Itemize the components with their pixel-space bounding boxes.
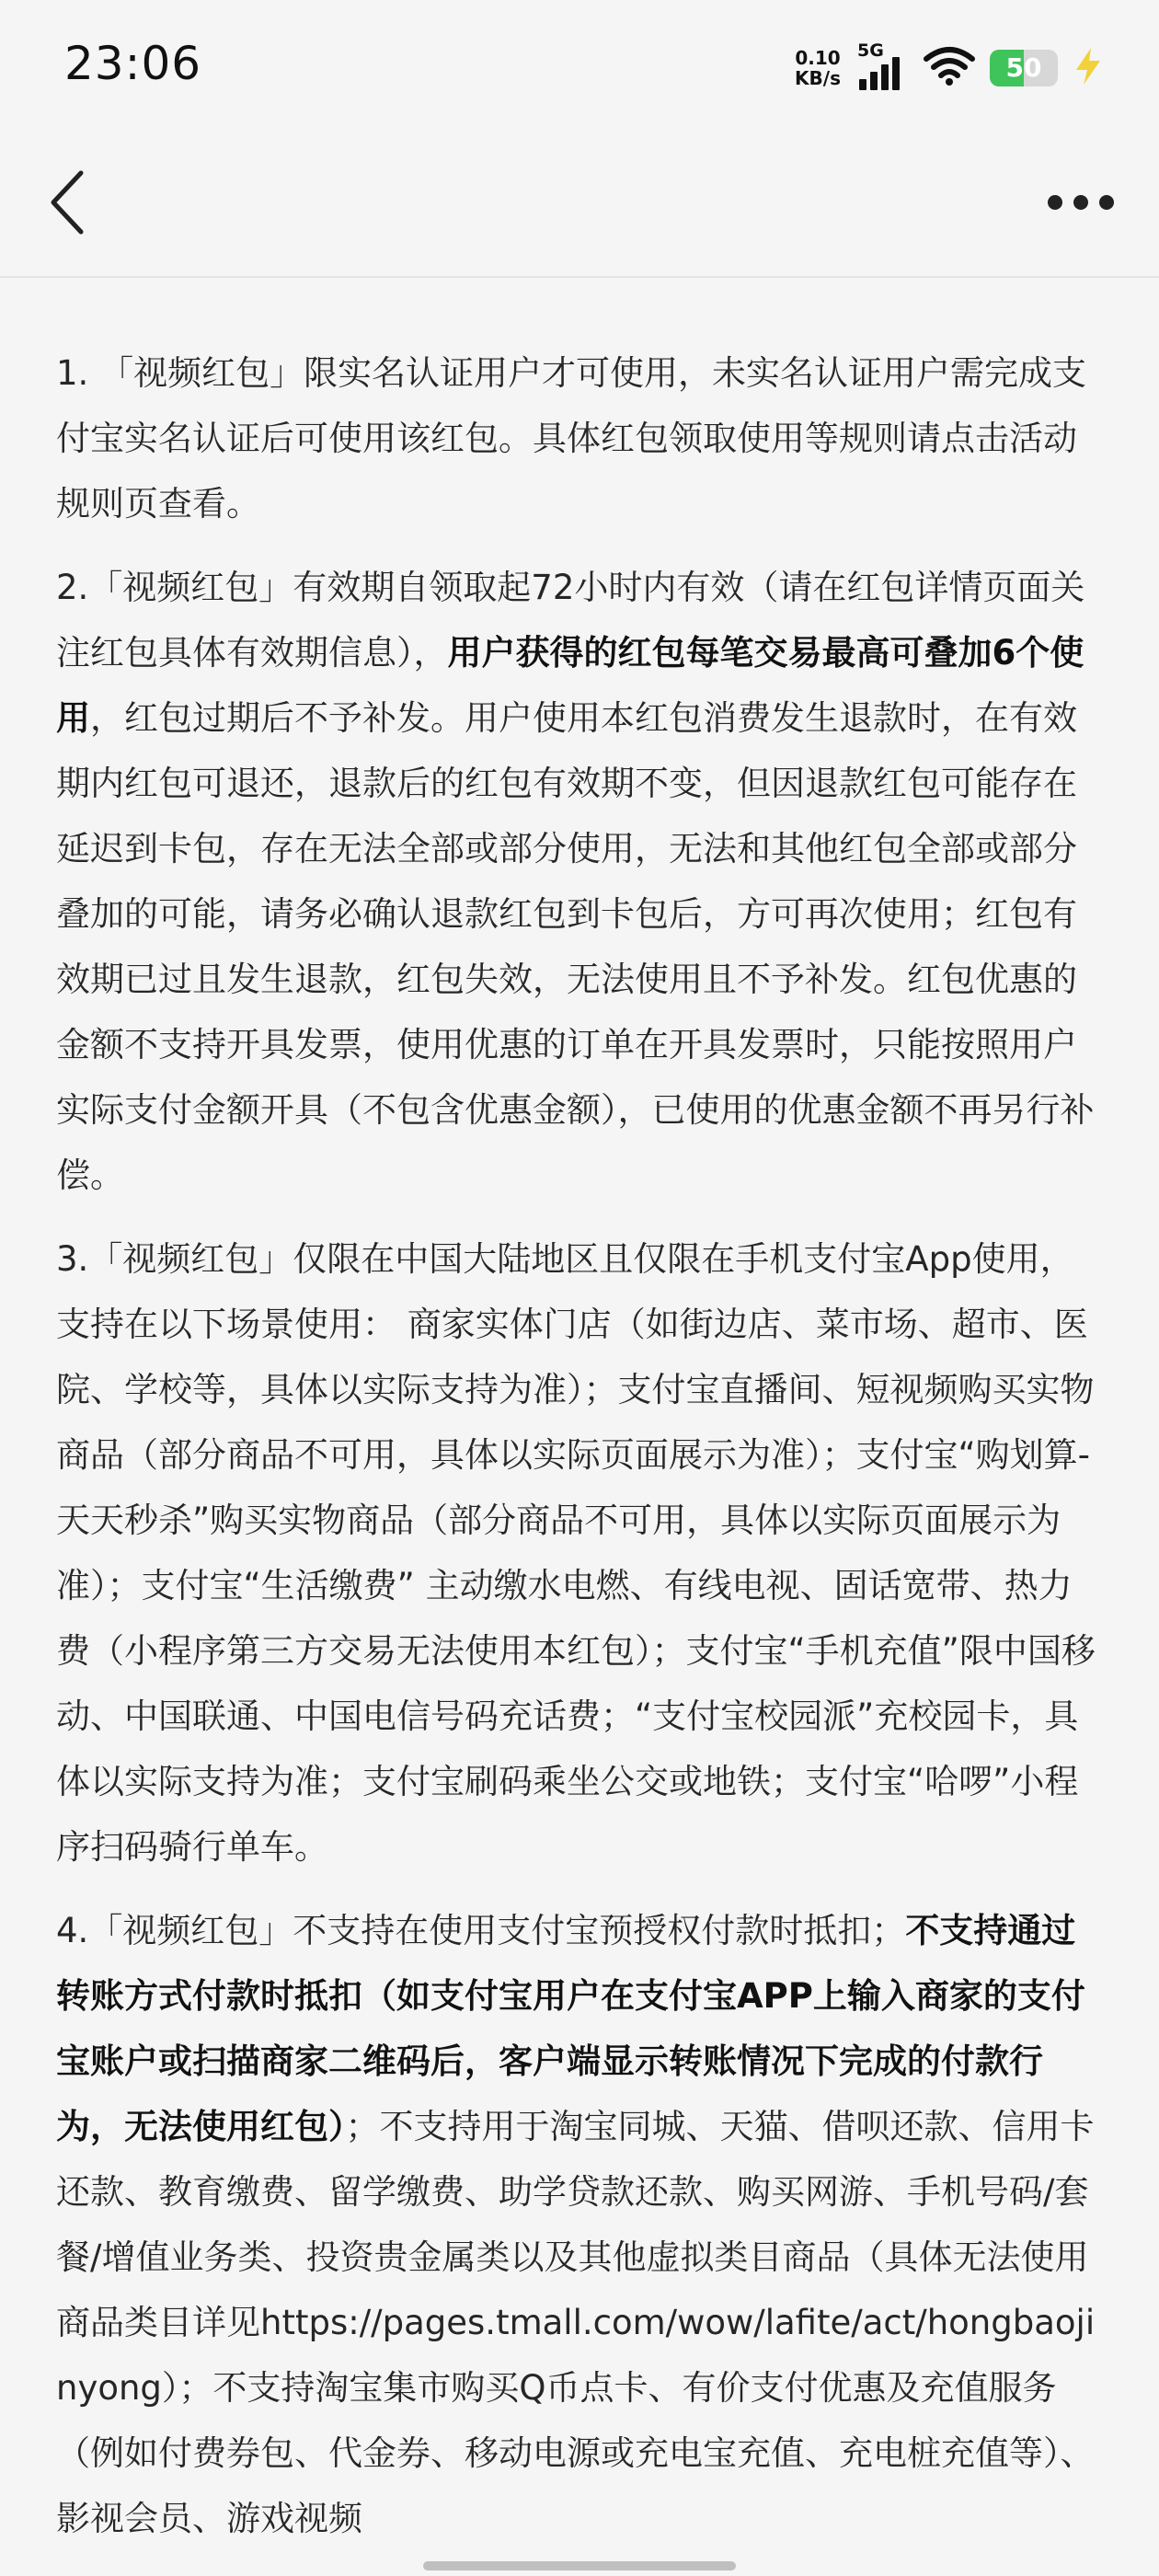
more-horizontal-icon [1039, 175, 1122, 230]
rule-4-text-a: 4.「视频红包」不支持在使用支付宝预授权付款时抵扣； [56, 1911, 906, 1950]
rule-1-text: 1. 「视频红包」限实名认证用户才可使用，未实名认证用户需完成支付宝实名认证后可使用该红包。具体红包领取使用等规则请点击活动规则页查看。 [56, 353, 1087, 523]
bottom-fade [0, 2539, 1159, 2576]
rule-4-text-b: ；不支持用于淘宝同城、天猫、借呗还款、信用卡还款、教育缴费、留学缴费、助学贷款还款、购买网游、手机号码/套餐/增值业务类、投资贵金属类以及其他虚拟类目商品（具体无法使用商品类目详见https://pages.tmall.com/wow/lafite/act/hongbaojinyong）；不支持淘宝集市购买Q币点卡、有价支付优惠及充值服务（例如付费券包、代金券、移动电源或充电宝充值、充电桩充值等）、影视会员、游戏视频 [56, 2107, 1096, 2538]
rule-2-text-b: ，红包过期后不予补发。用户使用本红包消费发生退款时，在有效期内红包可退还，退款后的红包有效期不变，但因退款红包可能存在延迟到卡包，存在无法全部或部分使用，无法和其他红包全部或部分叠加的可能，请务必确认退款红包到卡包后，方可再次使用；红包有效期已过且发生退款，红包失效，无法使用且不予补发。红包优惠的金额不支持开具发票，使用优惠的订单在开具发票时，只能按照用户实际支付金额开具（不包含优惠金额），已使用的优惠金额不再另行补偿。 [56, 698, 1095, 1195]
home-indicator[interactable] [423, 2561, 736, 2570]
battery-level: 50 [1005, 52, 1042, 83]
status-time: 23:06 [64, 37, 202, 90]
network-speed-unit: KB/s [795, 67, 841, 89]
signal-label: 5G [857, 40, 884, 61]
cellular-signal-icon [855, 40, 909, 92]
rule-paragraph-1 [56, 340, 1105, 536]
back-button[interactable] [37, 166, 110, 239]
rule-4-text-bold: 不支持通过转账方式付款时抵扣（如支付宝用户在支付宝APP上输入商家的支付宝账户或扫描商家二维码后，客户端显示转账情况下完成的付款行为，无法使用红包） [56, 1911, 1085, 2146]
rule-2-text-bold: 用户获得的红包每笔交易最高可叠加6个使用 [56, 633, 1084, 738]
chevron-left-icon [37, 166, 110, 239]
network-speed [795, 48, 841, 88]
rule-3-text: 3.「视频红包」仅限在中国大陆地区且仅限在手机支付宝App使用，支持在以下场景使用： 商家实体门店（如街边店、菜市场、超市、医院、学校等，具体以实际支持为准）；支付宝直播间、短视频购买实物商品（部分商品不可用，具体以实际页面展示为准）；支付宝“购划算-天天秒杀”购买实物商品（部分商品不可用，具体以实际页面展示为准）；支付宝“生活缴费” 主动缴水电燃、有线电视、固话宽带、热力费（小程序第三方交易无法使用本红包）；支付宝“手机充值”限中国移动、中国联通、中国电信号码充话费；“支付宝校园派”充校园卡，具体以实际支持为准；支付宝刷码乘坐公交或地铁；支付宝“哈啰”小程序扫码骑行单车。 [56, 1239, 1096, 1867]
status-indicators [795, 40, 1104, 92]
more-options-button[interactable] [1039, 175, 1122, 230]
status-bar [0, 0, 1159, 138]
rule-paragraph-3 [56, 1226, 1105, 1880]
wifi-icon [924, 46, 975, 90]
charging-icon [1073, 46, 1104, 90]
battery-icon [990, 50, 1058, 86]
network-speed-value: 0.10 [795, 47, 841, 69]
rule-2-text-a: 2.「视频红包」有效期自领取起72小时内有效（请在红包详情页面关注红包具体有效期信息）， [56, 568, 1085, 673]
rule-paragraph-4 [56, 1898, 1105, 2551]
rules-content [56, 340, 1105, 2570]
rule-paragraph-2 [56, 555, 1105, 1208]
navigation-bar [0, 138, 1159, 278]
